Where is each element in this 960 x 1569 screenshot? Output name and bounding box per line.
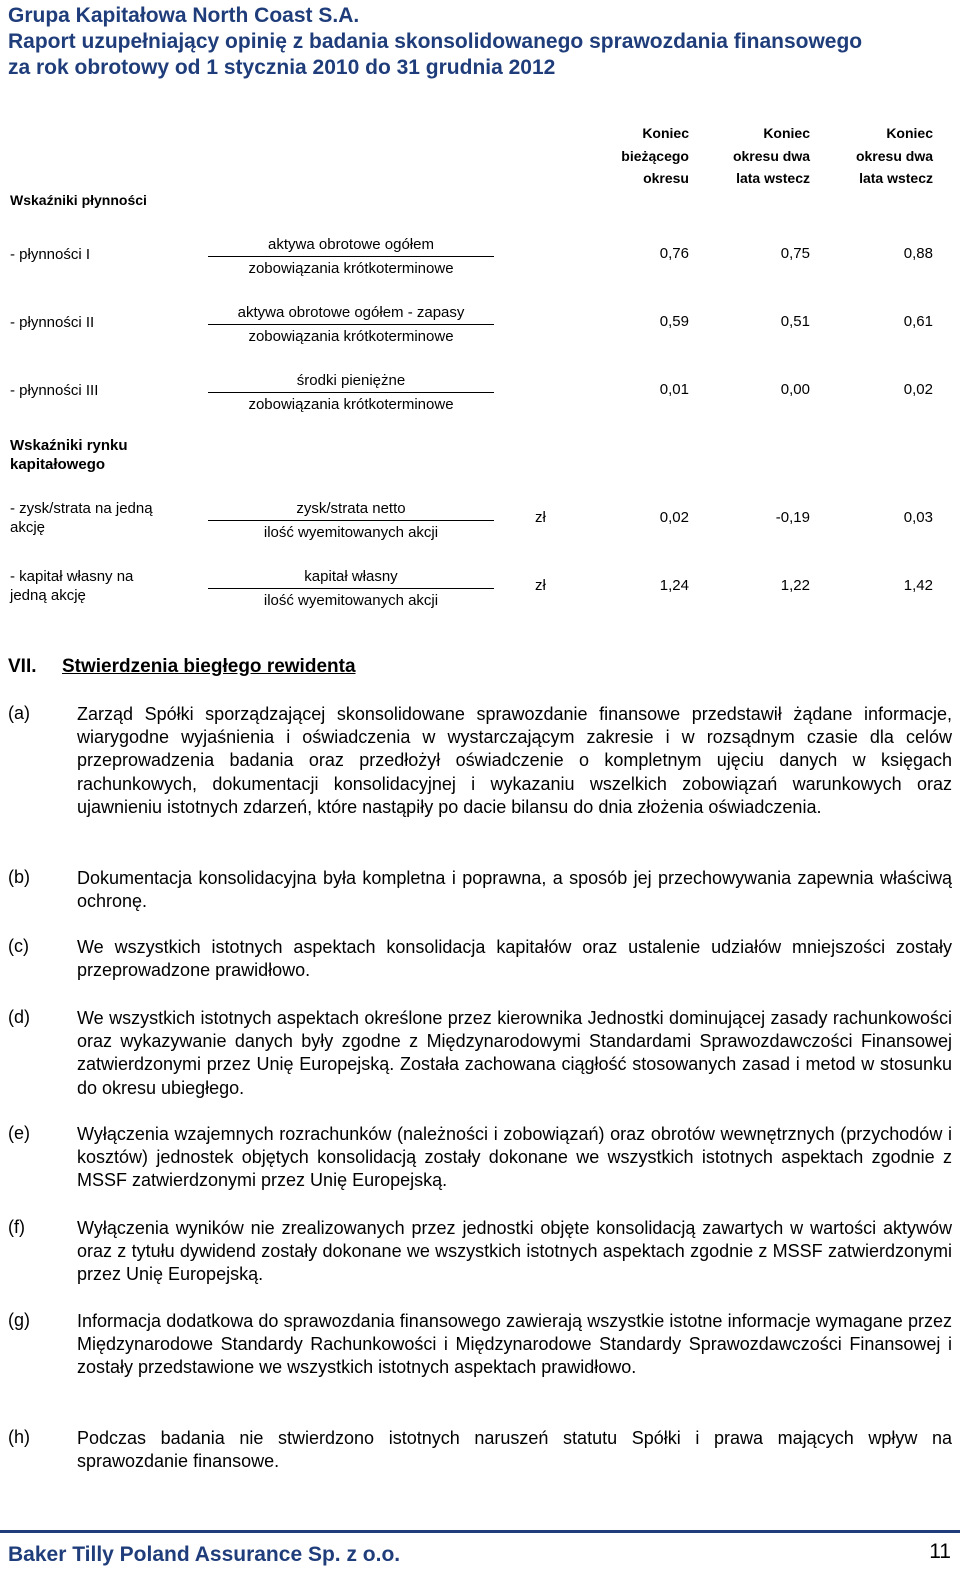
- ratio-formula: [208, 369, 494, 416]
- section-number: VII.: [8, 656, 37, 677]
- row-label: - zysk/strata na jedną akcję: [10, 500, 153, 536]
- list-item-letter: (g): [8, 1310, 30, 1330]
- list-item-text: Informacja dodatkowa do sprawozdania finansowego zawierają wszystkie istotne informacje wymagane przez Międzynarodowe Standardy Rachunkowości i Międzynarodowe Standardy Sprawozdawczości Finansowej i zostały przedstawione we wszystkich istotnych aspektach prawidłowo.: [77, 1311, 952, 1378]
- list-item-text: Dokumentacja konsolidacyjna była kompletna i poprawna, a sposób jej przechowywania zapewnia właściwą ochronę.: [77, 868, 952, 912]
- list-item-text: Zarząd Spółki sporządzającej skonsolidowane sprawozdanie finansowe przedstawił żądane informacje, wiarygodne wyjaśnienia i oświadczenia w wystarczającym zakresie i w rozsądnym czasie dla celów przeprowadzenia badania oraz przedłożył oświadczenie o kompletnym ujęciu danych w księgach rachunkowych, dokumentacji konsolidacyjnej i wykazaniu wszelkich zobowiązań warunkowych oraz ujawnieniu istotnych zdarzeń, które nastąpiły po dacie bilansu do dnia złożenia oświadczenia.: [77, 704, 952, 817]
- unit-label: zł: [535, 509, 546, 526]
- ratio-formula: [208, 565, 494, 612]
- column-header-prior2: Koniec okresu dwa lata wstecz: [855, 125, 933, 186]
- list-item-letter: (e): [8, 1123, 30, 1143]
- report-period: za rok obrotowy od 1 stycznia 2010 do 31 grudnia 2012: [8, 56, 556, 79]
- list-item-text: We wszystkich istotnych aspektach określone przez kierownika Jednostki dominującej zasady rachunkowości oraz wykazywanie danych były zgodne z Międzynarodowymi Standardami Sprawozdawczości Finansowej zatwierdzonymi przez Unię Europejską. Została zachowana ciągłość stosowanych zasad i metod w stosunku do okresu ubiegłego.: [77, 1008, 952, 1098]
- section-title-liquidity: Wskaźniki płynności: [10, 192, 147, 208]
- list-item-letter: (h): [8, 1427, 30, 1447]
- column-header-current: Koniec bieżącego okresu: [621, 125, 689, 186]
- list-item-letter: (c): [8, 936, 29, 956]
- list-item-text: Wyłączenia wzajemnych rozrachunków (należności i zobowiązań) oraz obrotów wewnętrznych (przychodów i kosztów) jednostek objętych konsolidacją zostały dokonane we wszystkich istotnych aspektach zgodnie z MSSF zatwierdzonymi przez Unię Europejską.: [77, 1124, 952, 1191]
- report-title: Raport uzupełniający opinię z badania skonsolidowanego sprawozdania finansowego: [8, 30, 863, 53]
- unit-label: zł: [535, 577, 546, 594]
- list-item-text: We wszystkich istotnych aspektach konsolidacja kapitałów oraz ustalenie udziałów mniejszości zostały przeprowadzone prawidłowo.: [77, 937, 952, 981]
- ratio-formula: [208, 301, 494, 348]
- formula-numerator: kapitał własny: [208, 565, 494, 589]
- value-prior2: 0,03: [903, 509, 933, 526]
- formula-denominator: zobowiązania krótkoterminowe: [248, 328, 454, 345]
- value-current: 0,02: [659, 509, 689, 526]
- value-prior1: 0,00: [780, 381, 810, 398]
- row-label: - płynności II: [10, 314, 95, 331]
- report-company-title: Grupa Kapitałowa North Coast S.A.: [8, 4, 360, 27]
- section-title-capital-market: Wskaźniki rynku kapitałowego: [10, 437, 128, 473]
- value-prior2: 1,42: [903, 577, 933, 594]
- section-title: Stwierdzenia biegłego rewidenta: [62, 656, 356, 677]
- column-header-prior1: Koniec okresu dwa lata wstecz: [732, 125, 810, 186]
- value-prior1: 0,51: [780, 313, 810, 330]
- row-label: - płynności III: [10, 382, 99, 399]
- list-item-text: Wyłączenia wyników nie zrealizowanych przez jednostki objęte konsolidacją zawartych w wartości aktywów oraz z tytułu dywidend zostały dokonane we wszystkich istotnych aspektach zgodnie z MSSF zatwierdzonymi przez Unię Europejską.: [77, 1218, 952, 1285]
- value-prior1: 0,75: [780, 245, 810, 262]
- value-prior1: -0,19: [775, 509, 810, 526]
- value-prior2: 0,02: [903, 381, 933, 398]
- value-current: 1,24: [659, 577, 689, 594]
- ratio-formula: [208, 233, 494, 280]
- formula-numerator: aktywa obrotowe ogółem - zapasy: [208, 301, 494, 325]
- list-item-letter: (a): [8, 703, 30, 723]
- formula-denominator: ilość wyemitowanych akcji: [263, 524, 439, 541]
- formula-numerator: aktywa obrotowe ogółem: [208, 233, 494, 257]
- list-item-letter: (b): [8, 867, 30, 887]
- formula-numerator: zysk/strata netto: [208, 497, 494, 521]
- formula-denominator: zobowiązania krótkoterminowe: [248, 396, 454, 413]
- formula-denominator: ilość wyemitowanych akcji: [263, 592, 439, 609]
- value-prior2: 0,88: [903, 245, 933, 262]
- value-prior1: 1,22: [780, 577, 810, 594]
- formula-denominator: zobowiązania krótkoterminowe: [248, 260, 454, 277]
- footer-divider: [0, 1530, 960, 1533]
- list-item-letter: (d): [8, 1007, 30, 1027]
- ratio-formula: [208, 497, 494, 544]
- value-current: 0,01: [659, 381, 689, 398]
- list-item-letter: (f): [8, 1217, 25, 1237]
- row-label: - płynności I: [10, 246, 91, 263]
- page-number: 11: [929, 1540, 951, 1563]
- footer-company: Baker Tilly Poland Assurance Sp. z o.o.: [8, 1543, 401, 1566]
- list-item-text: Podczas badania nie stwierdzono istotnych naruszeń statutu Spółki i prawa mających wpływ na sprawozdanie finansowe.: [77, 1428, 952, 1472]
- value-prior2: 0,61: [903, 313, 933, 330]
- row-label: - kapitał własny na jedną akcję: [10, 568, 134, 604]
- value-current: 0,59: [659, 313, 689, 330]
- value-current: 0,76: [659, 245, 689, 262]
- formula-numerator: środki pieniężne: [208, 369, 494, 393]
